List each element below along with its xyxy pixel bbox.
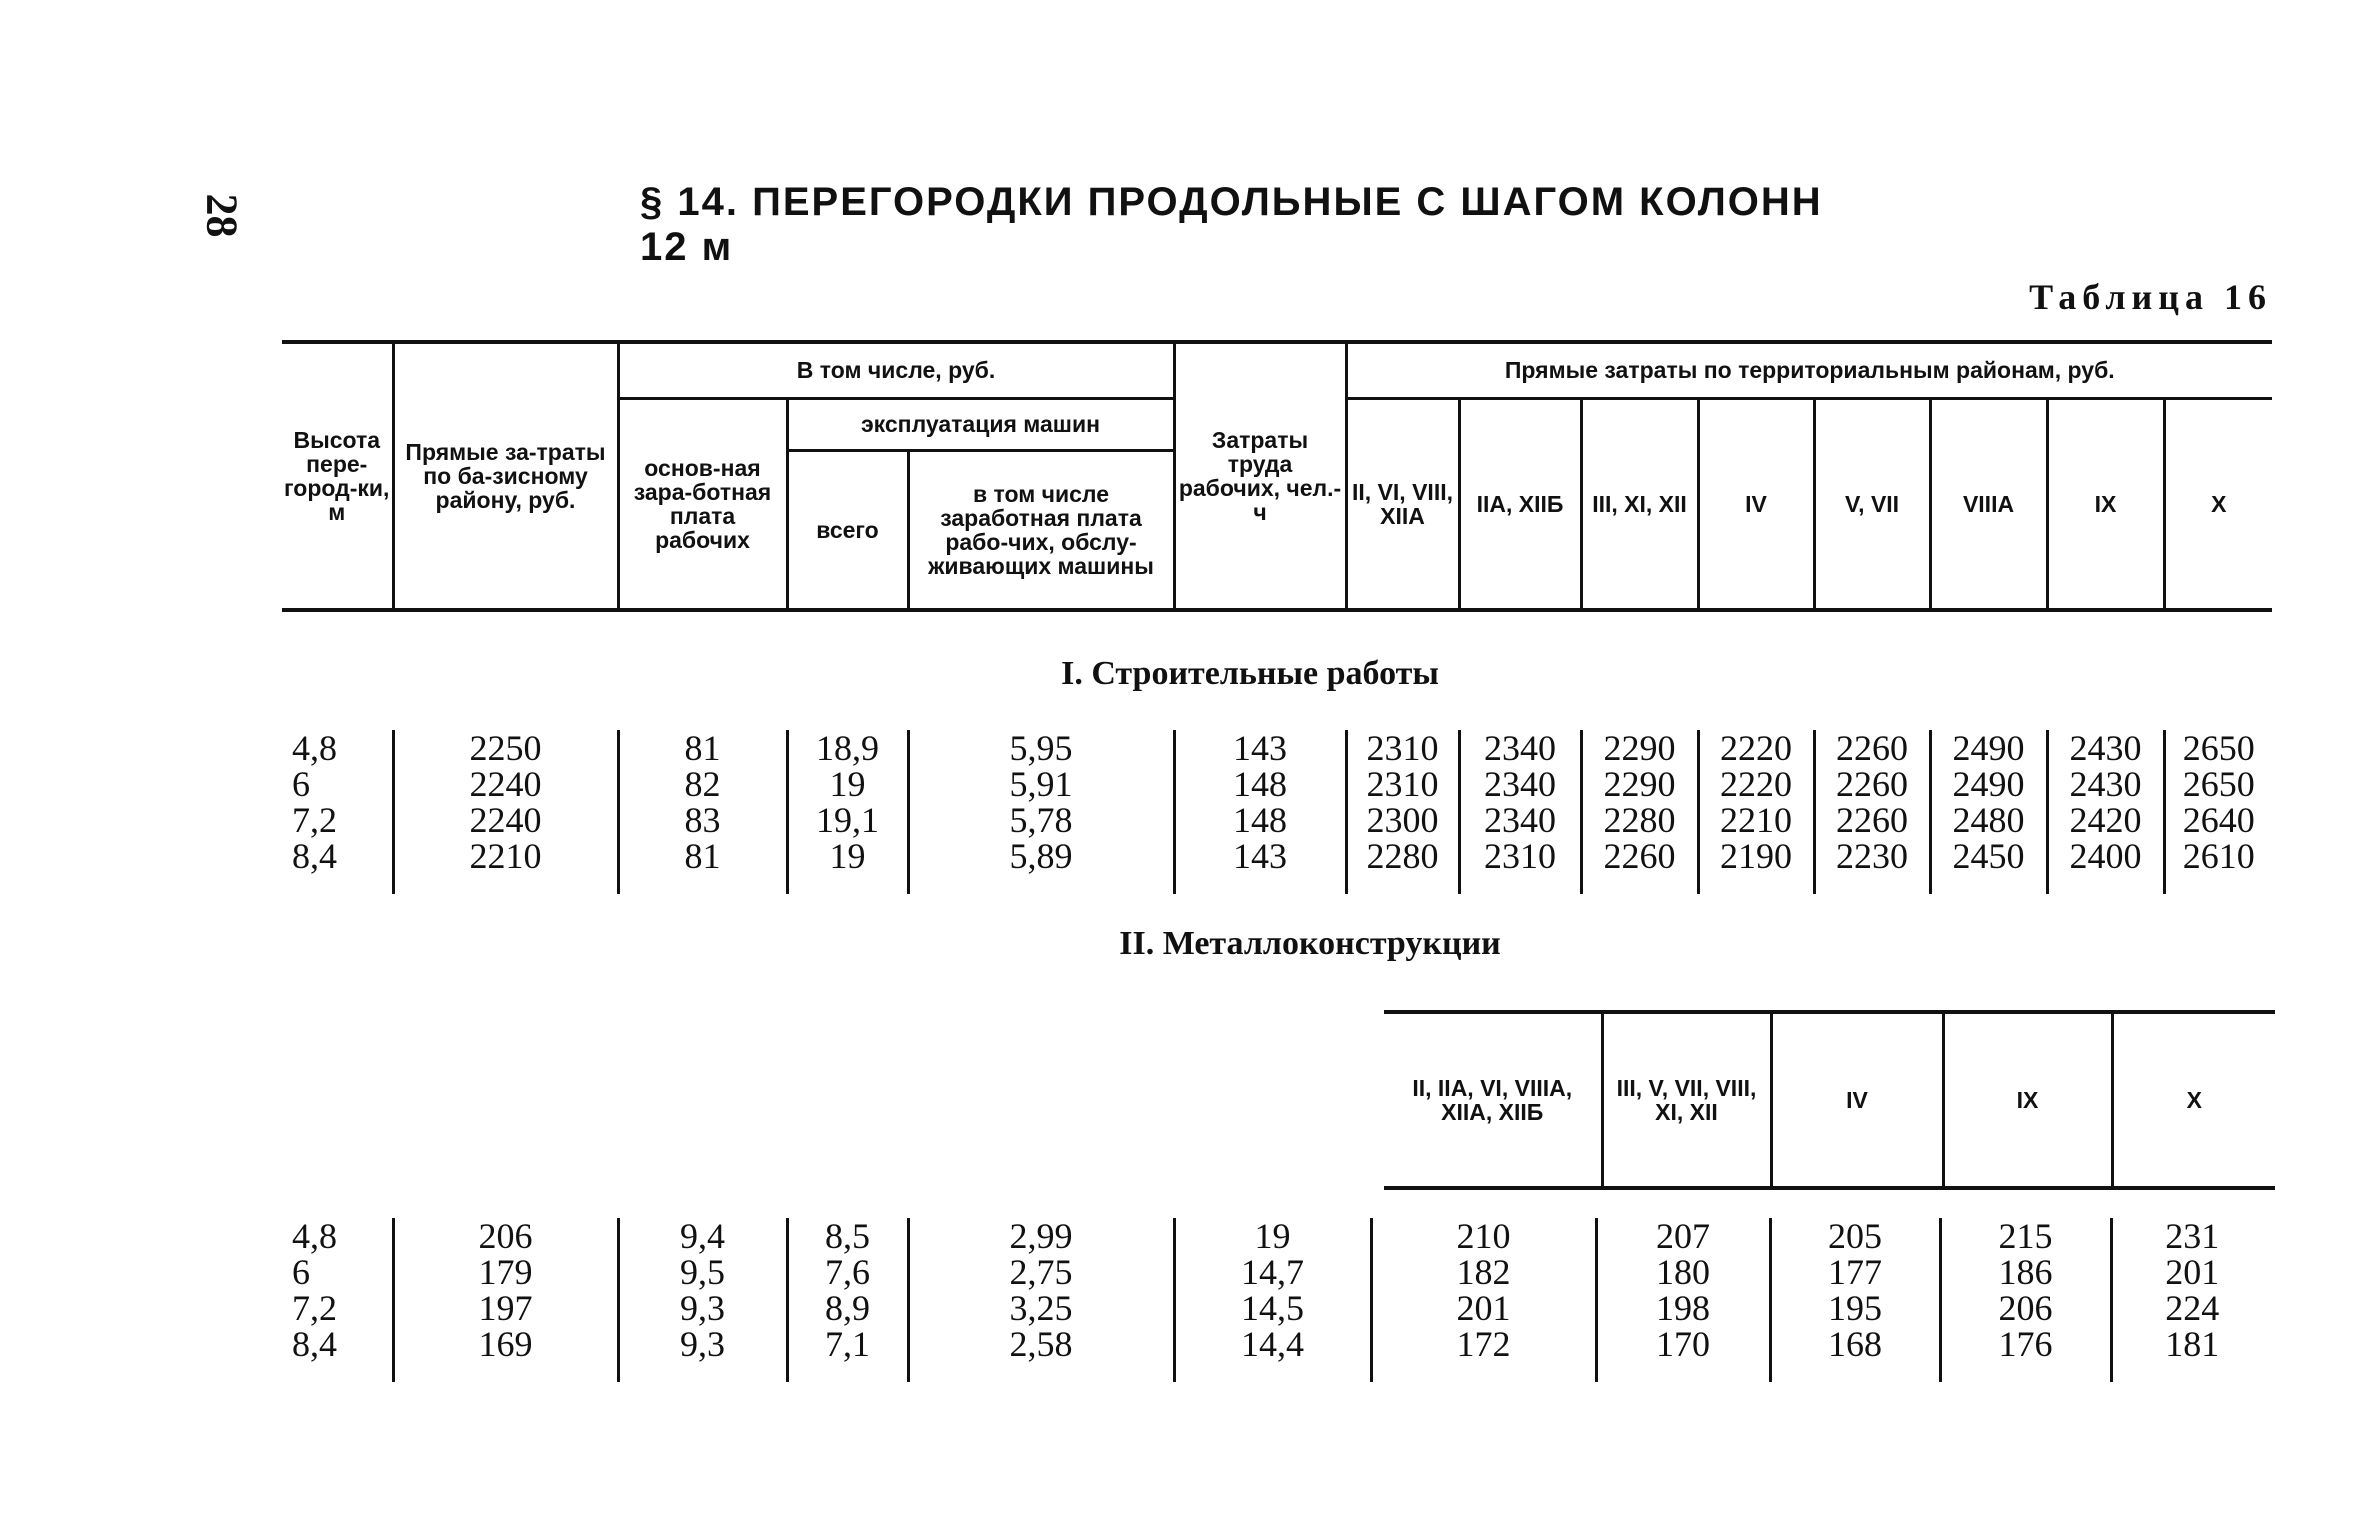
header-region: V, VII — [1814, 398, 1930, 610]
value-cell: 2450 — [1930, 838, 2047, 894]
value-cell: 14,7 — [1174, 1254, 1371, 1290]
height-cell: 6 — [292, 764, 310, 804]
value-cell: 3,25 — [908, 1290, 1174, 1326]
table-row — [282, 1218, 2272, 1254]
value-cell: 172 — [1371, 1326, 1596, 1382]
header-region: IX — [2047, 398, 2164, 610]
value-cell: 2430 — [2047, 730, 2164, 766]
value-cell: 2340 — [1459, 766, 1581, 802]
value-cell: 143 — [1174, 730, 1346, 766]
value-cell: 2260 — [1581, 838, 1698, 894]
metal-region-header — [1384, 1010, 2275, 1190]
header-region: VIIIA — [1930, 398, 2047, 610]
value-cell: 19,1 — [787, 802, 908, 838]
value-cell: 9,4 — [618, 1218, 787, 1254]
value-cell: 2190 — [1698, 838, 1814, 894]
value-cell: 176 — [1940, 1326, 2111, 1382]
value-cell: 2480 — [1930, 802, 2047, 838]
value-cell: 2300 — [1346, 802, 1459, 838]
value-cell: 2210 — [1698, 802, 1814, 838]
value-cell: 9,3 — [618, 1326, 787, 1382]
page-number: 28 — [197, 193, 247, 238]
value-cell: 18,9 — [787, 730, 908, 766]
height-cell: 7,2 — [292, 1288, 337, 1328]
value-cell: 19 — [1174, 1218, 1371, 1254]
table-row — [282, 1290, 2272, 1326]
header-region: IIA, XIIБ — [1459, 398, 1581, 610]
header-machine-wage: в том числе заработная плата рабо-чих, обслу-живающих машины — [908, 450, 1174, 610]
header-total: всего — [787, 450, 908, 610]
value-cell: 2220 — [1698, 730, 1814, 766]
value-cell: 2280 — [1346, 838, 1459, 894]
table-row — [282, 802, 2272, 838]
value-cell: 143 — [1174, 838, 1346, 894]
header-region: III, XI, XII — [1581, 398, 1698, 610]
section-title-construction: I. Строительные работы — [1061, 655, 1439, 692]
table-row — [282, 766, 2272, 802]
header-regional: Прямые затраты по территориальным районам, руб. — [1346, 342, 2272, 398]
value-cell: 168 — [1770, 1326, 1940, 1382]
value-cell: 195 — [1770, 1290, 1940, 1326]
value-cell: 2290 — [1581, 766, 1698, 802]
value-cell: 2490 — [1930, 730, 2047, 766]
value-cell: 198 — [1596, 1290, 1770, 1326]
value-cell: 2260 — [1814, 766, 1930, 802]
value-cell: 5,78 — [908, 802, 1174, 838]
value-cell: 2290 — [1581, 730, 1698, 766]
value-cell: 2340 — [1459, 802, 1581, 838]
header-base-wage: основ-ная зара-ботная плата рабочих — [618, 398, 787, 610]
value-cell: 5,95 — [908, 730, 1174, 766]
value-cell: 2250 — [393, 730, 618, 766]
value-cell: 7,6 — [787, 1254, 908, 1290]
table-row — [282, 838, 2272, 894]
height-cell: 8,4 — [292, 836, 337, 876]
value-cell: 205 — [1770, 1218, 1940, 1254]
header-including: В том числе, руб. — [618, 342, 1174, 398]
value-cell: 2310 — [1346, 730, 1459, 766]
header-direct-base: Прямые за-траты по ба-зисному району, руб. — [393, 342, 618, 610]
data-table-metal — [282, 1218, 2272, 1382]
table-row — [282, 730, 2272, 766]
value-cell: 19 — [787, 766, 908, 802]
value-cell: 2,99 — [908, 1218, 1174, 1254]
value-cell: 170 — [1596, 1326, 1770, 1382]
header-labor: Затраты труда рабочих, чел.-ч — [1174, 342, 1346, 610]
value-cell: 2650 — [2164, 766, 2272, 802]
table-header — [282, 340, 2272, 612]
value-cell: 2640 — [2164, 802, 2272, 838]
value-cell: 83 — [618, 802, 787, 838]
data-table-construction — [282, 730, 2272, 894]
value-cell: 2420 — [2047, 802, 2164, 838]
value-cell: 186 — [1940, 1254, 2111, 1290]
value-cell: 2340 — [1459, 730, 1581, 766]
value-cell: 231 — [2111, 1218, 2272, 1254]
value-cell: 2260 — [1814, 802, 1930, 838]
value-cell: 2400 — [2047, 838, 2164, 894]
value-cell: 2240 — [393, 766, 618, 802]
value-cell: 210 — [1371, 1218, 1596, 1254]
value-cell: 182 — [1371, 1254, 1596, 1290]
value-cell: 81 — [618, 730, 787, 766]
value-cell: 197 — [393, 1290, 618, 1326]
value-cell: 148 — [1174, 802, 1346, 838]
value-cell: 2610 — [2164, 838, 2272, 894]
value-cell: 2,58 — [908, 1326, 1174, 1382]
table-row — [282, 1254, 2272, 1290]
value-cell: 2210 — [393, 838, 618, 894]
value-cell: 2,75 — [908, 1254, 1174, 1290]
metal-region-header-cell: IX — [1943, 1012, 2112, 1188]
value-cell: 81 — [618, 838, 787, 894]
value-cell: 5,89 — [908, 838, 1174, 894]
header-machine-operation: эксплуатация машин — [787, 398, 1174, 450]
value-cell: 224 — [2111, 1290, 2272, 1326]
value-cell: 2220 — [1698, 766, 1814, 802]
value-cell: 206 — [393, 1218, 618, 1254]
metal-region-header-cell: III, V, VII, VIII, XI, XII — [1602, 1012, 1771, 1188]
metal-region-header-cell: IV — [1771, 1012, 1943, 1188]
value-cell: 82 — [618, 766, 787, 802]
height-cell: 4,8 — [292, 728, 337, 768]
value-cell: 8,5 — [787, 1218, 908, 1254]
value-cell: 2260 — [1814, 730, 1930, 766]
value-cell: 2430 — [2047, 766, 2164, 802]
value-cell: 2310 — [1459, 838, 1581, 894]
header-region: IV — [1698, 398, 1814, 610]
value-cell: 169 — [393, 1326, 618, 1382]
value-cell: 2240 — [393, 802, 618, 838]
value-cell: 14,4 — [1174, 1326, 1371, 1382]
metal-region-header-cell: II, IIA, VI, VIIIA, XIIA, XIIБ — [1412, 1075, 1573, 1125]
metal-region-header-cell: X — [2112, 1012, 2275, 1188]
value-cell: 14,5 — [1174, 1290, 1371, 1326]
value-cell: 2280 — [1581, 802, 1698, 838]
value-cell: 201 — [2111, 1254, 2272, 1290]
value-cell: 2650 — [2164, 730, 2272, 766]
value-cell: 181 — [2111, 1326, 2272, 1382]
value-cell: 2310 — [1346, 766, 1459, 802]
value-cell: 19 — [787, 838, 908, 894]
value-cell: 2230 — [1814, 838, 1930, 894]
table-label: Таблица 16 — [2029, 277, 2272, 317]
value-cell: 179 — [393, 1254, 618, 1290]
value-cell: 148 — [1174, 766, 1346, 802]
value-cell: 177 — [1770, 1254, 1940, 1290]
header-height: Высота пере-город-ки, м — [284, 427, 390, 525]
value-cell: 201 — [1371, 1290, 1596, 1326]
value-cell: 2490 — [1930, 766, 2047, 802]
section-title-metal: II. Металлоконструкции — [1119, 925, 1501, 962]
height-cell: 6 — [292, 1252, 310, 1292]
header-region: II, VI, VIII, XIIA — [1346, 398, 1459, 610]
value-cell: 9,5 — [618, 1254, 787, 1290]
height-cell: 8,4 — [292, 1324, 337, 1364]
table-row — [282, 1326, 2272, 1382]
value-cell: 8,9 — [787, 1290, 908, 1326]
height-cell: 4,8 — [292, 1216, 337, 1256]
value-cell: 9,3 — [618, 1290, 787, 1326]
value-cell: 5,91 — [908, 766, 1174, 802]
section-title: § 14. ПЕРЕГОРОДКИ ПРОДОЛЬНЫЕ С ШАГОМ КОЛОНН 12 м — [640, 180, 1823, 269]
height-cell: 7,2 — [292, 800, 337, 840]
value-cell: 206 — [1940, 1290, 2111, 1326]
value-cell: 180 — [1596, 1254, 1770, 1290]
value-cell: 207 — [1596, 1218, 1770, 1254]
value-cell: 215 — [1940, 1218, 2111, 1254]
header-region: X — [2164, 398, 2272, 610]
value-cell: 7,1 — [787, 1326, 908, 1382]
